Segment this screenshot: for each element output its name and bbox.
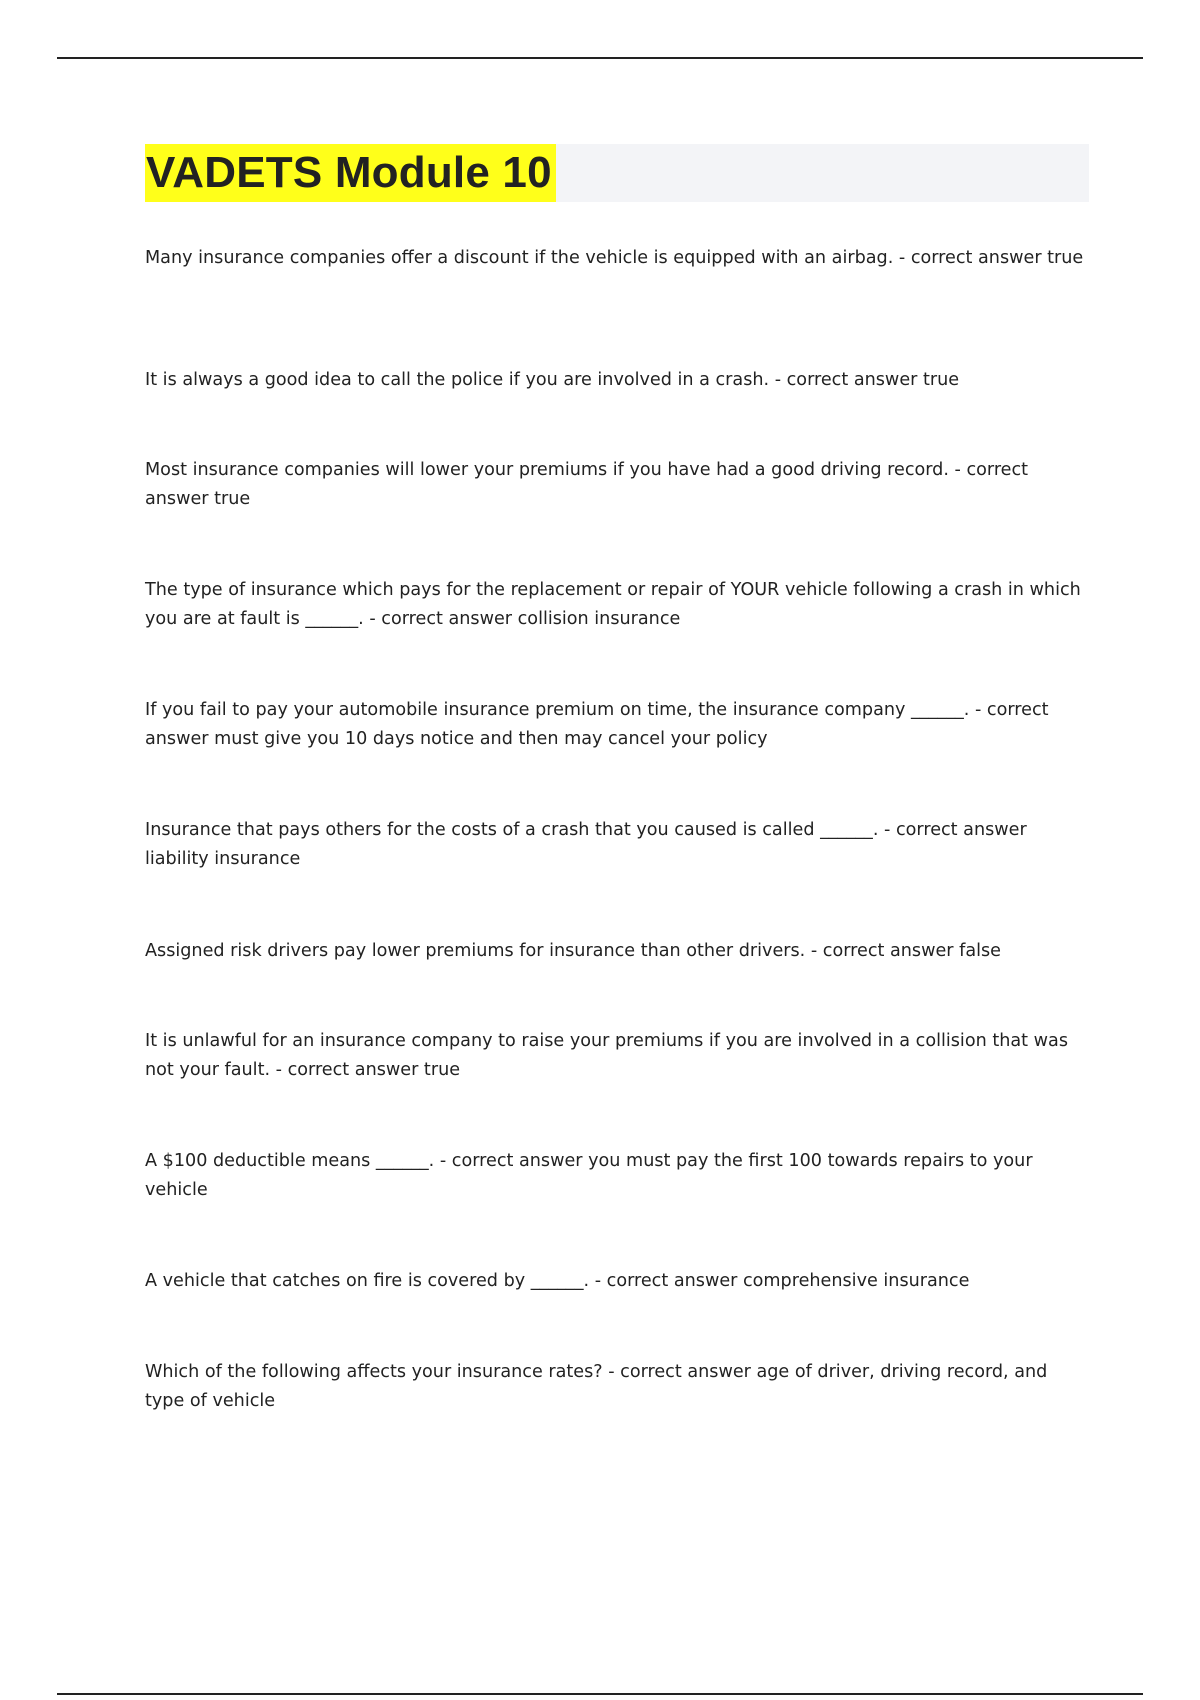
qa-item-11: Which of the following affects your insurance rates? - correct answer age of driver, driving record, and type of vehicle [145,1362,1048,1411]
qa-item-3: Most insurance companies will lower your premiums if you have had a good driving record. - correct answer true [145,460,1029,509]
document-title: VADETS Module 10 [145,144,556,202]
qa-item-9: A $100 deductible means ______. - correct answer you must pay the first 100 towards repairs to your vehicle [145,1151,1033,1200]
qa-item-8: It is unlawful for an insurance company to raise your premiums if you are involved in a collision that was not your fault. - correct answer true [145,1031,1068,1080]
qa-item-4: The type of insurance which pays for the replacement or repair of YOUR vehicle following a crash in which you are at fault is ______. - correct answer collision insurance [145,580,1081,629]
qa-item-2: It is always a good idea to call the police if you are involved in a crash. - correct answer true [145,370,960,390]
footer-rule [57,1693,1143,1695]
qa-item-5: If you fail to pay your automobile insurance premium on time, the insurance company ______. - correct answer must give you 10 days notice and then may cancel your policy [145,700,1049,749]
qa-item-10: A vehicle that catches on fire is covered by ______. - correct answer comprehensive insurance [145,1271,970,1291]
header-rule [57,57,1143,59]
qa-item-1: Many insurance companies offer a discount if the vehicle is equipped with an airbag. - correct answer true [145,248,1084,268]
qa-item-6: Insurance that pays others for the costs of a crash that you caused is called ______. - correct answer liability insurance [145,820,1027,869]
qa-item-7: Assigned risk drivers pay lower premiums for insurance than other drivers. - correct answer false [145,941,1001,961]
